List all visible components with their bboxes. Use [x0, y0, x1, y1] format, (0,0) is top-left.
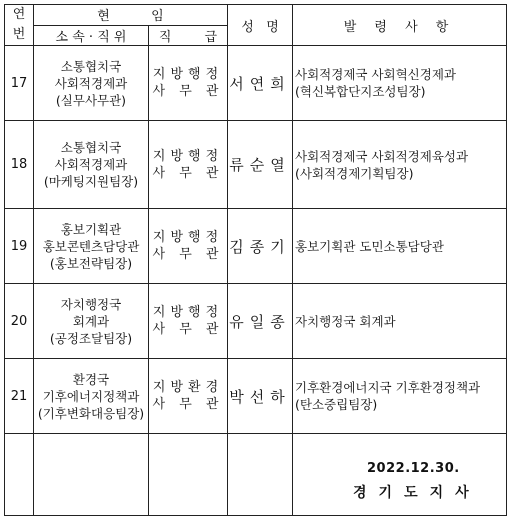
order-line: 홍보기획관 도민소통담당관 [295, 238, 444, 254]
signature-row [5, 434, 507, 516]
signature-cell [293, 434, 507, 516]
row-name: 류순열 [228, 121, 293, 209]
dept-line: 사회적경제과 [54, 157, 128, 172]
appointment-table [4, 4, 507, 516]
header-affiliation-label: 소 속 · 직 위 [55, 29, 127, 45]
grade-line: 지방행정 [152, 67, 224, 82]
grade-line: 지방행정 [152, 148, 224, 164]
table-row [5, 46, 507, 121]
header-grade-label: 직 급 [158, 29, 218, 45]
header-order [293, 5, 507, 46]
order-line: (사회적경제기획팀장) [295, 165, 414, 181]
order-line: 사회적경제국 사회혁신경제과 [295, 67, 456, 82]
grade-line: 사 무 관 [152, 84, 224, 99]
dept-line: 환경국 [72, 371, 110, 387]
empty-cell [34, 434, 149, 516]
table-row [5, 209, 507, 284]
row-order [293, 209, 507, 284]
row-name: 박선하 [228, 359, 293, 434]
row-department [34, 46, 149, 121]
header-name [228, 5, 293, 46]
order-line: 기후환경에너지국 기후환경정책과 [295, 380, 481, 395]
issuer-title: 경기도지사 [353, 485, 481, 501]
dept-line: 기후에너지정책과 [42, 388, 140, 404]
table-row [5, 121, 507, 209]
order-line: (탄소중립팀장) [295, 397, 378, 412]
header-order-label: 발 령 사 항 [343, 19, 456, 35]
row-grade [149, 46, 228, 121]
header-name-label: 성 명 [241, 19, 279, 35]
dept-line: 홍보기획관 [60, 221, 122, 237]
dept-line: 홍보콘텐츠담당관 [42, 238, 140, 254]
empty-cell [149, 434, 228, 516]
order-line: (혁신복합단지조성팀장) [295, 84, 426, 99]
header-affiliation [34, 25, 149, 46]
grade-line: 사 무 관 [152, 322, 224, 337]
dept-line: (홍보전략팀장) [49, 255, 133, 271]
header-number-bottom: 번 [12, 27, 26, 42]
row-order [293, 121, 507, 209]
grade-line: 사 무 관 [152, 397, 224, 412]
row-grade [149, 209, 228, 284]
row-number: 17 [5, 46, 34, 121]
row-department [34, 359, 149, 434]
row-number: 18 [5, 121, 34, 209]
row-department [34, 121, 149, 209]
grade-line: 지방행정 [152, 305, 224, 320]
dept-line: 회계과 [72, 313, 110, 329]
row-order [293, 284, 507, 359]
dept-line: 소통협치국 [60, 58, 122, 74]
order-line: 자치행정국 회계과 [295, 313, 396, 329]
row-number: 19 [5, 209, 34, 284]
row-number: 20 [5, 284, 34, 359]
order-line: 사회적경제국 사회적경제육성과 [295, 148, 469, 164]
table-row [5, 284, 507, 359]
row-order [293, 359, 507, 434]
issue-date: 2022.12.30. [367, 461, 460, 476]
row-grade [149, 121, 228, 209]
table-row [5, 359, 507, 434]
header-number-top: 연 [12, 7, 26, 22]
dept-line: 자치행정국 [60, 296, 122, 312]
dept-line: (기후변화대응팀장) [37, 405, 145, 421]
dept-line: 소통협치국 [60, 140, 122, 155]
row-name: 서연희 [228, 46, 293, 121]
row-department [34, 209, 149, 284]
row-name: 김종기 [228, 209, 293, 284]
empty-cell [228, 434, 293, 516]
header-current [34, 5, 228, 26]
dept-line: 사회적경제과 [54, 75, 128, 91]
header-number [5, 5, 34, 46]
row-name: 유일종 [228, 284, 293, 359]
header-grade [149, 25, 228, 46]
grade-line: 지방행정 [152, 230, 224, 245]
row-grade [149, 284, 228, 359]
row-grade [149, 359, 228, 434]
row-number: 21 [5, 359, 34, 434]
empty-cell [5, 434, 34, 516]
row-department [34, 284, 149, 359]
header-current-label: 현 임 [97, 9, 164, 25]
grade-line: 사 무 관 [152, 165, 224, 181]
grade-line: 사 무 관 [152, 247, 224, 262]
dept-line: (마케팅지원팀장) [43, 174, 139, 189]
dept-line: (공정조달팀장) [49, 330, 133, 346]
dept-line: (실무사무관) [55, 92, 127, 108]
grade-line: 지방환경 [152, 380, 224, 395]
row-order [293, 46, 507, 121]
